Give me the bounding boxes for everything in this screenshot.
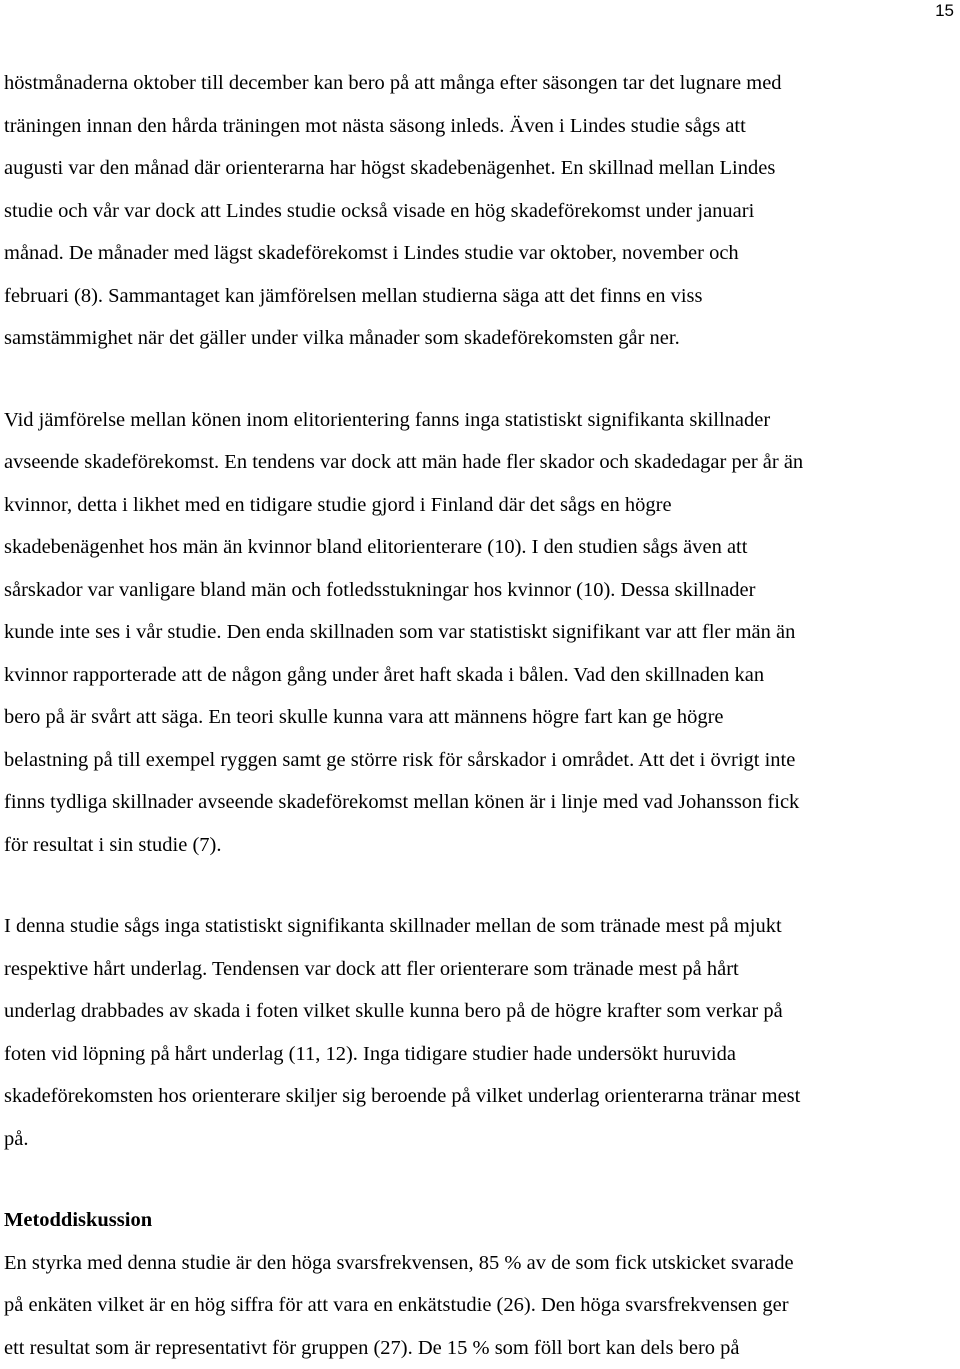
- text-line: foten vid löpning på hårt underlag (11, 12). Inga tidigare studier hade undersökt huruvida: [4, 1033, 956, 1076]
- text-line: skadeförekomsten hos orienterare skiljer sig beroende på vilket underlag orienterarna tränar mest: [4, 1075, 956, 1118]
- text-line: kvinnor rapporterade att de någon gång under året haft skada i bålen. Vad den skillnaden kan: [4, 654, 956, 697]
- text-line: avseende skadeförekomst. En tendens var dock att män hade fler skador och skadedagar per år än: [4, 441, 956, 484]
- text-line: månad. De månader med lägst skadeförekomst i Lindes studie var oktober, november och: [4, 232, 956, 275]
- text-line: för resultat i sin studie (7).: [4, 824, 956, 867]
- paragraph-spacer: [4, 360, 956, 399]
- text-line: höstmånaderna oktober till december kan bero på att många efter säsongen tar det lugnare med: [4, 62, 956, 105]
- paragraph-spacer: [4, 866, 956, 905]
- text-line: sårskador var vanligare bland män och fotledsstukningar hos kvinnor (10). Dessa skillnader: [4, 569, 956, 612]
- page-number: 15: [935, 0, 954, 22]
- paragraph-spacer: [4, 1160, 956, 1199]
- text-line: bero på är svårt att säga. En teori skulle kunna vara att männens högre fart kan ge högre: [4, 696, 956, 739]
- text-line: studie och vår var dock att Lindes studie också visade en hög skadeförekomst under januari: [4, 190, 956, 233]
- section-heading: Metoddiskussion: [4, 1199, 956, 1242]
- section-paragraph: [4, 1242, 956, 1369]
- text-line: finns tydliga skillnader avseende skadeförekomst mellan könen är i linje med vad Johansson fick: [4, 781, 956, 824]
- text-line: på.: [4, 1118, 956, 1161]
- text-line: kunde inte ses i vår studie. Den enda skillnaden som var statistiskt signifikant var att fler män än: [4, 611, 956, 654]
- text-line: underlag drabbades av skada i foten vilket skulle kunna bero på de högre krafter som verkar på: [4, 990, 956, 1033]
- text-line: augusti var den månad där orienterarna har högst skadebenägenhet. En skillnad mellan Lindes: [4, 147, 956, 190]
- text-line: Vid jämförelse mellan könen inom elitorientering fanns inga statistiskt signifikanta skillnader: [4, 399, 956, 442]
- paragraph-3: [4, 905, 956, 1160]
- text-line: respektive hårt underlag. Tendensen var dock att fler orienterare som tränade mest på hårt: [4, 948, 956, 991]
- text-line: kvinnor, detta i likhet med en tidigare studie gjord i Finland där det sågs en högre: [4, 484, 956, 527]
- text-line: skadebenägenhet hos män än kvinnor bland elitorienterare (10). I den studien sågs även att: [4, 526, 956, 569]
- paragraph-1: [4, 62, 956, 360]
- text-line: belastning på till exempel ryggen samt ge större risk för sårskador i området. Att det i övrigt inte: [4, 739, 956, 782]
- paragraph-2: [4, 399, 956, 867]
- text-line: I denna studie sågs inga statistiskt signifikanta skillnader mellan de som tränade mest på mjukt: [4, 905, 956, 948]
- text-line: ett resultat som är representativt för gruppen (27). De 15 % som föll bort kan dels bero på: [4, 1327, 956, 1369]
- text-line: samstämmighet när det gäller under vilka månader som skadeförekomsten går ner.: [4, 317, 956, 360]
- text-line: En styrka med denna studie är den höga svarsfrekvensen, 85 % av de som fick utskicket svarade: [4, 1242, 956, 1285]
- text-line: februari (8). Sammantaget kan jämförelsen mellan studierna säga att det finns en viss: [4, 275, 956, 318]
- text-line: träningen innan den hårda träningen mot nästa säsong inleds. Även i Lindes studie sågs att: [4, 105, 956, 148]
- text-line: på enkäten vilket är en hög siffra för att vara en enkätstudie (26). Den höga svarsfrekvensen ger: [4, 1284, 956, 1327]
- document-body: [4, 62, 956, 1369]
